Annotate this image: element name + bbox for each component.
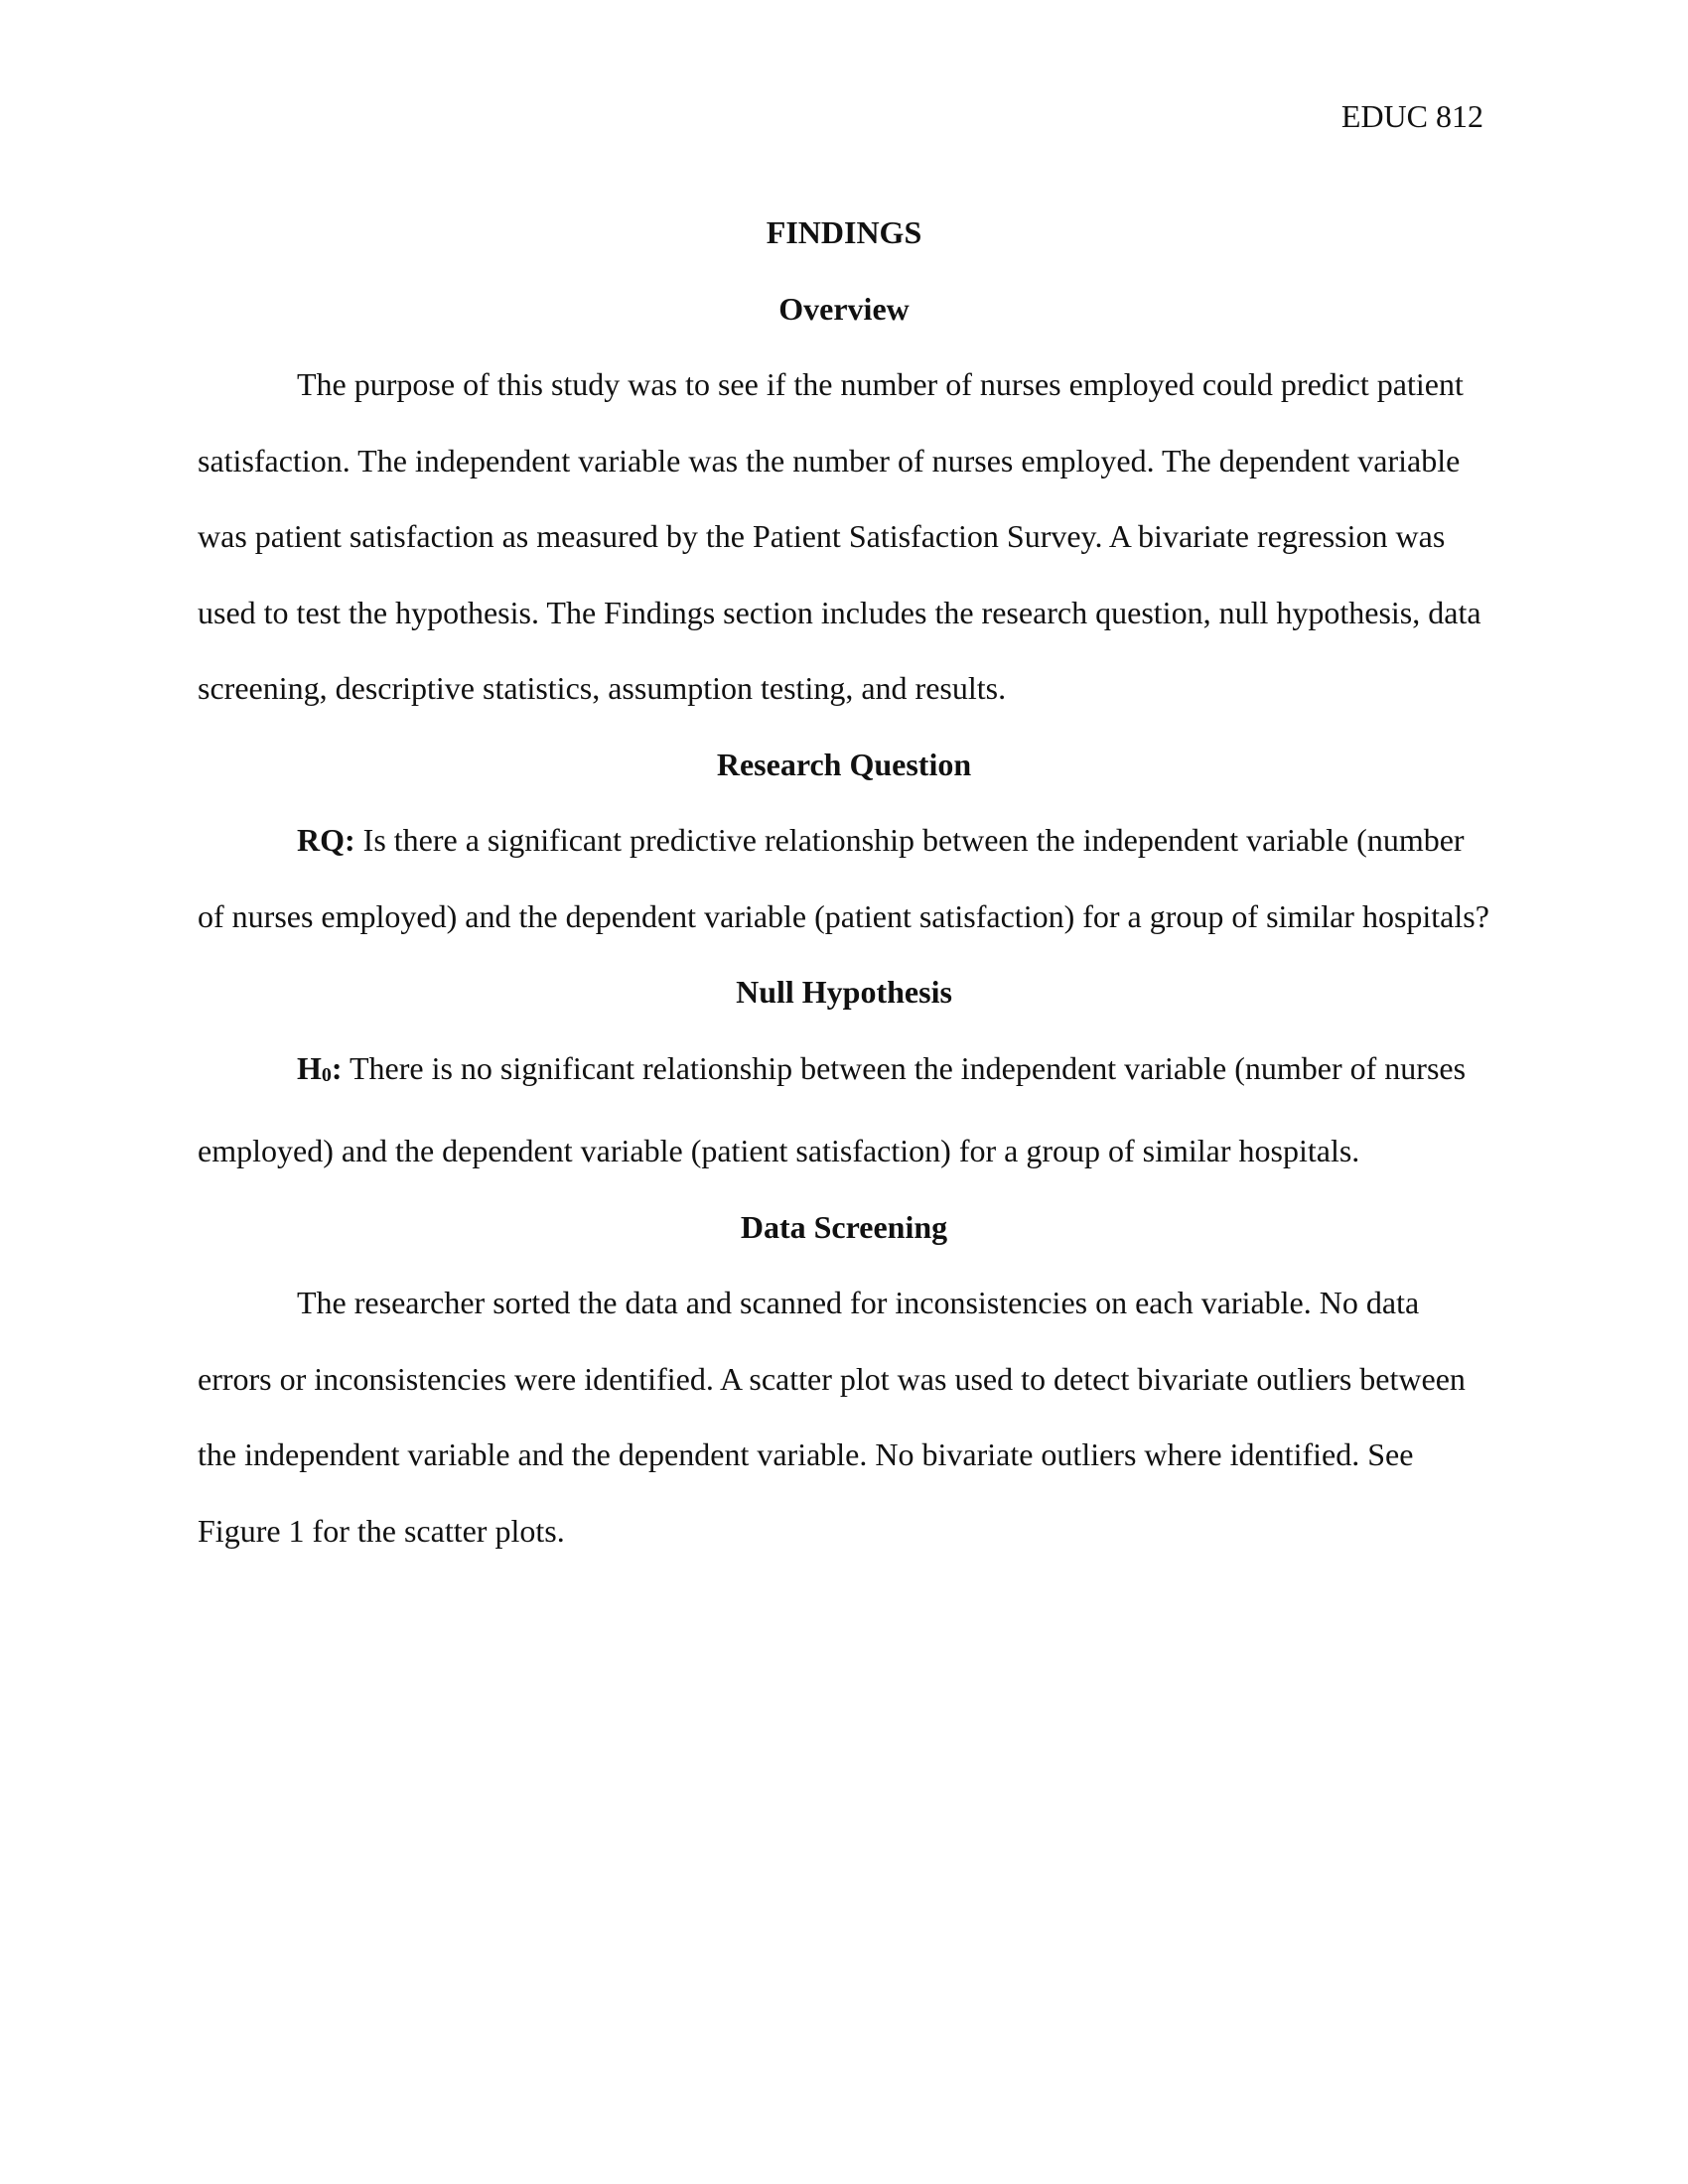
- data-screening-paragraph: The researcher sorted the data and scanned for inconsistencies on each variable. No data errors or inconsistencies were identified. A scatter plot was used to detect bivariate outliers between the independent variable and the dependent variable. No bivariate outliers where identified. See Figure 1 for the scatter plots.: [198, 1285, 1466, 1549]
- research-question-paragraph: [198, 802, 1490, 954]
- section-heading-data-screening: Data Screening: [740, 1208, 948, 1245]
- overview-paragraph: The purpose of this study was to see if the number of nurses employed could predict patient satisfaction. The independent variable was the number of nurses employed. The dependent variable was patient satisfaction as measured by the Patient Satisfaction Survey. A bivariate regression was used to test the hypothesis. The Findings section includes the research question, null hypothesis, data screening, descriptive statistics, assumption testing, and results.: [198, 366, 1481, 706]
- section-heading-research-question: Research Question: [716, 746, 972, 782]
- section-heading-overview: Overview: [778, 290, 910, 327]
- h0-label-colon: :: [331, 1049, 343, 1086]
- running-head: EDUC 812: [1340, 98, 1483, 134]
- document-body: [198, 195, 1490, 1569]
- rq-label: RQ:: [297, 822, 355, 858]
- page-title: FINDINGS: [766, 214, 922, 250]
- h0-label-subscript: 0: [321, 1063, 332, 1086]
- h0-label-main: H: [297, 1049, 322, 1086]
- section-heading-null-hypothesis: Null Hypothesis: [736, 974, 952, 1010]
- null-hypothesis-paragraph: [198, 1030, 1490, 1189]
- h0-text: There is no significant relationship between the independent variable (number of nurses employed) and the dependent variable (patient satisfaction) for a group of similar hospitals.: [198, 1049, 1467, 1168]
- rq-text: Is there a significant predictive relationship between the independent variable (number of nurses employed) and the dependent variable (patient satisfaction) for a group of similar hospitals?: [198, 822, 1489, 934]
